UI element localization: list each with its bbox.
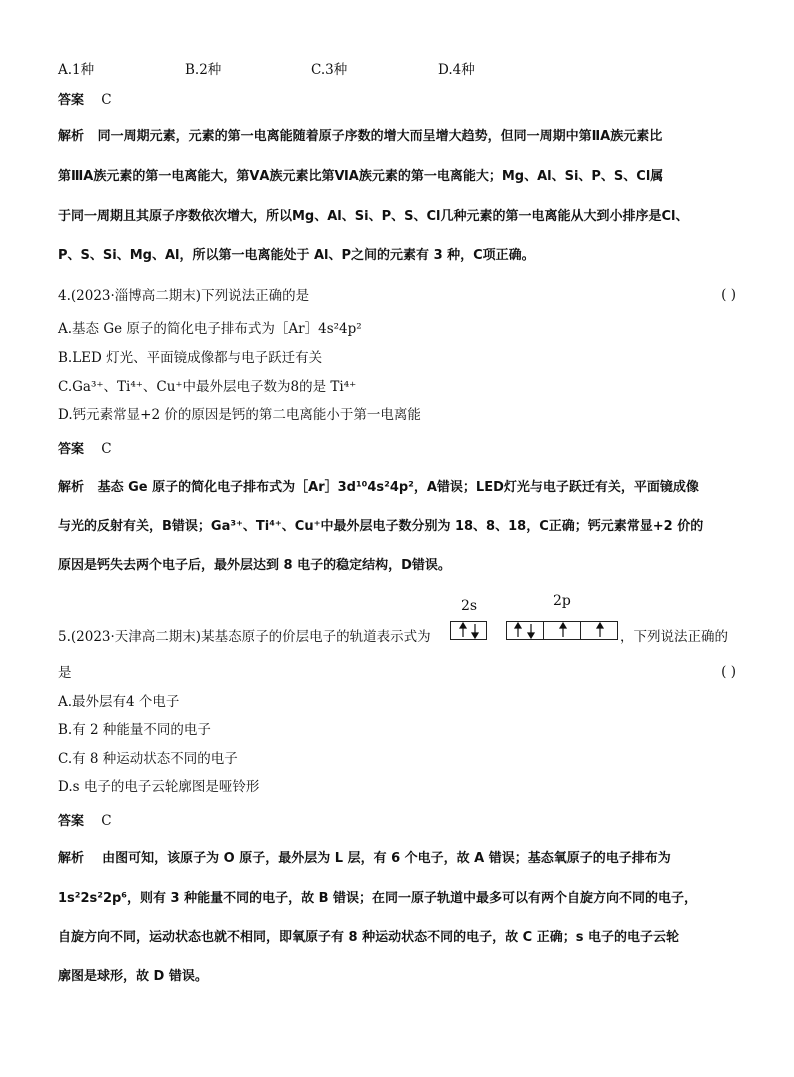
q4-answer-value: C: [101, 441, 112, 457]
q4-analysis-label: 解析: [58, 480, 85, 495]
q5-stem-after: ，下列说法正确的: [620, 629, 728, 645]
orbital-2p-cell-2: [544, 622, 581, 639]
q4-option-b: B.LED 灯光、平面镜成像都与电子跃迁有关: [58, 350, 323, 366]
q3-answer: [58, 91, 112, 110]
orbital-label-2s: 2s: [461, 598, 478, 614]
orbital-2p-cell-3: [581, 622, 617, 639]
orbital-label-2p: 2p: [553, 593, 571, 609]
q5-stem-before: 某基态原子的价层电子的轨道表示式为: [201, 629, 431, 645]
q4-analysis-line-3: 原因是钙失去两个电子后，最外层达到 8 电子的稳定结构，D错误。: [58, 558, 451, 573]
q3-analysis-line-1: [58, 128, 662, 146]
q3-answer-value: C: [101, 92, 112, 108]
q5-option-b: B.有 2 种能量不同的电子: [58, 722, 211, 738]
q5-option-c: C.有 8 种运动状态不同的电子: [58, 751, 238, 767]
q5-source: (2023·天津高二期末): [70, 629, 202, 645]
orbital-box-2s: [450, 621, 487, 640]
q4-stem-text: 下列说法正确的是: [201, 288, 310, 304]
q4-option-d: D.钙元素常显+2 价的原因是钙的第二电离能小于第一电离能: [58, 407, 421, 423]
q4-answer-label: 答案: [58, 442, 85, 457]
q5-stem-line-2: 是: [58, 665, 72, 681]
q5-analysis-label: 解析: [58, 851, 85, 866]
q3-option-d: D.4种: [438, 62, 475, 78]
q5-answer-value: C: [101, 813, 112, 829]
q3-option-c: C.3种: [311, 62, 348, 78]
q5-answer-label: 答案: [58, 814, 85, 829]
orbital-2p-3-arrows: [581, 622, 617, 639]
q3-answer-label: 答案: [58, 93, 85, 108]
orbital-box-2p: [506, 621, 618, 640]
q5-analysis-line-1: [58, 850, 671, 868]
q5-number: 5.: [58, 629, 71, 645]
q4-option-a: A.基态 Ge 原子的简化电子排布式为［Ar］4s²4p²: [58, 321, 362, 337]
q4-stem: [58, 287, 309, 305]
orbital-2p-cell-1: [507, 622, 544, 639]
q3-option-b: B.2种: [185, 62, 222, 78]
q4-option-c: C.Ga³⁺、Ti⁴⁺、Cu⁺中最外层电子数为8的是 Ti⁴⁺: [58, 379, 357, 395]
orbital-2p-2-arrows: [544, 622, 580, 639]
q5-answer-paren: ( ): [721, 664, 736, 680]
q4-analysis-line-2: 与光的反射有关，B错误；Ga³⁺、Ti⁴⁺、Cu⁺中最外层电子数分别为 18、8、18，C正确；钙元素常显+2 价的: [58, 519, 704, 534]
q5-analysis-line-3: 自旋方向不同，运动状态也就不相同，即氧原子有 8 种运动状态不同的电子，故 C 正确；s 电子的电子云轮: [58, 930, 679, 945]
q3-analysis-line-2: 第ⅢA族元素的第一电离能大，第ⅤA族元素比第ⅥA族元素的第一电离能大；Mg、Al、Si、P、S、Cl属: [58, 169, 664, 184]
q5-option-d: D.s 电子的电子云轮廓图是哑铃形: [58, 779, 260, 795]
q3-option-a: A.1种: [58, 62, 95, 78]
orbital-2s-arrows: [451, 622, 486, 639]
orbital-2p-1-arrows: [507, 622, 543, 639]
q4-analysis-text: 基态 Ge 原子的简化电子排布式为［Ar］3d¹⁰4s²4p²，A错误；LED灯光与电子跃迁有关，平面镜成像: [97, 480, 699, 495]
q3-analysis-label: 解析: [58, 129, 85, 144]
q4-answer: [58, 440, 112, 459]
q4-analysis-line-1: [58, 479, 699, 497]
q4-source: (2023·淄博高二期末): [70, 288, 202, 304]
q5-analysis-line-2: 1s²2s²2p⁶，则有 3 种能量不同的电子，故 B 错误；在同一原子轨道中最多可以有两个自旋方向不同的电子，: [58, 891, 698, 906]
q5-stem: [58, 628, 431, 646]
q5-option-a: A.最外层有4 个电子: [58, 694, 180, 710]
q4-answer-paren: ( ): [721, 287, 736, 303]
q3-analysis-line-3: 于同一周期且其原子序数依次增大，所以Mg、Al、Si、P、S、Cl几种元素的第一电离能从大到小排序是Cl、: [58, 209, 689, 224]
q5-answer: [58, 812, 112, 831]
q5-analysis-line-4: 廓图是球形，故 D 错误。: [58, 969, 208, 984]
q3-analysis-text: 同一周期元素，元素的第一电离能随着原子序数的增大而呈增大趋势，但同一周期中第ⅡA族元素比: [97, 129, 663, 144]
q4-number: 4.: [58, 288, 71, 304]
q3-analysis-line-4: P、S、Si、Mg、Al，所以第一电离能处于 Al、P之间的元素有 3 种，C项正确。: [58, 248, 535, 263]
q5-analysis-text: 由图可知，该原子为 O 原子，最外层为 L 层，有 6 个电子，故 A 错误；基态氧原子的电子排布为: [102, 851, 671, 866]
